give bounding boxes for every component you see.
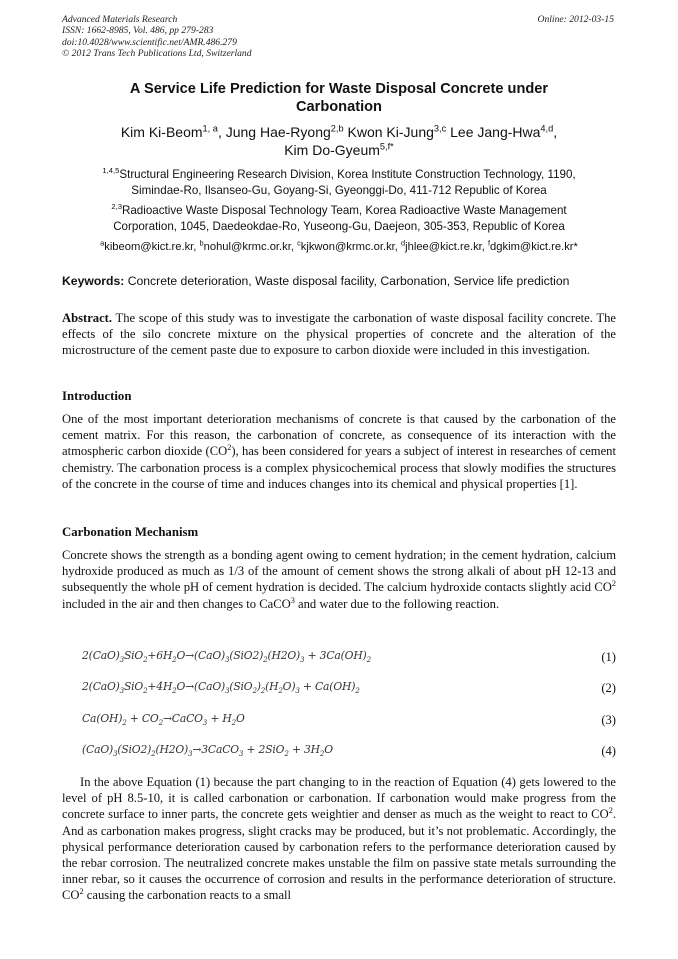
equation-formula: $(CaO)_3(SiO2)_2(H2O)_3\to 3CaCO_3 + 2SiO_2 + 3H_2O$: [82, 743, 333, 759]
affiliation-1: [62, 167, 616, 198]
equation-1: [82, 649, 616, 667]
author-list: Kim Ki-Beom$^{1, a}$, Jung Hae-Ryong$^{2,b}$ Kwon Ki-Jung$^{3,c}$ Lee Jang-Hwa$^{4,d}$, Kim Do-Gyeum$^{5,f*}$: [120, 123, 558, 158]
body-paragraph: [62, 774, 616, 904]
superscript: 3: [290, 595, 295, 605]
paragraph-text: Concrete shows the strength as a bonding agent owing to cement hydration; in the cement hydration, calcium hydroxide produced as much as 1/3 of the amount of cement shows the strong alkali of about pH 12-13 and subsequently the whole pH of cement hydration is decided. The calcium hydroxide contacts slightly acid CO: [62, 548, 616, 595]
author-affiliation-marker: 5,f*: [379, 141, 394, 152]
author-name: Kim Do-Gyeum: [284, 142, 380, 158]
superscript: 2: [608, 806, 613, 816]
email-marker: a: [100, 238, 105, 248]
equation-2: [82, 680, 616, 698]
affiliation-2: [62, 203, 616, 234]
author-name: Kim Ki-Beom: [120, 124, 203, 140]
email-link[interactable]: dgkim@kict.re.kr*: [490, 241, 578, 253]
email-link[interactable]: kibeom@kict.re.kr,: [104, 241, 197, 253]
mechanism-paragraph: [62, 547, 616, 612]
email-marker: c: [297, 238, 301, 248]
author-name: Kwon Ki-Jung: [347, 124, 434, 140]
title-line-1: A Service Life Prediction for Waste Disposal Concrete under: [129, 81, 549, 97]
author-name: Lee Jang-Hwa: [450, 124, 541, 140]
superscript: 2: [611, 579, 616, 589]
email-link[interactable]: jhlee@kict.re.kr,: [405, 241, 485, 253]
author-name: Jung Hae-Ryong: [225, 124, 331, 140]
journal-name: Advanced Materials Research: [62, 14, 178, 25]
affiliation-text: Simindae-Ro, Ilsanseo-Gu, Goyang-Si, Gyeonggi-Do, 411-712 Republic of Korea: [131, 183, 547, 197]
superscript: 2: [79, 887, 84, 897]
affiliation-marker: 2,3: [111, 202, 122, 212]
paragraph-text: In the above Equation (1) because the part changing to in the reaction of Equation (4) gets lowered to the level of pH 8.5-10, it is called carbonation or carbonation. If carbonation would make progress from the concrete surface to inner parts, the concrete gets weightier and denser as much as the weight to react to CO: [62, 775, 616, 822]
keywords-text: Concrete deterioration, Waste disposal facility, Carbonation, Service life prediction: [127, 274, 570, 288]
author-affiliation-marker: 3,c: [433, 123, 447, 134]
title-line-2: Carbonation: [296, 99, 382, 115]
email-list: [62, 240, 616, 254]
paragraph-text: included in the air and then changes to CaCO: [62, 596, 291, 611]
equation-number: (3): [601, 713, 616, 727]
author-affiliation-marker: 1, a: [202, 123, 218, 134]
abstract-label: Abstract.: [62, 311, 113, 325]
equation-number: (2): [601, 681, 616, 695]
equation-formula: $2(CaO)_3SiO_2+6H_2O\to(CaO)_3(SiO2)_2(H2O)_3 + 3Ca(OH)_2$: [82, 649, 371, 665]
paragraph-text: . And as carbonation makes progress, slight cracks may be produced, but it’s not problematic. Accordingly, the physical performance deterioration caused by carbonation refers to the performance deterioration caused by the rebar corrosion. The neutralized concrete makes unstable the film on passive state metals surrounding the inner rebar, so it causes the occurrence of corrosion and results in the performance deterioration of structure. CO: [62, 807, 616, 903]
superscript: 2: [227, 443, 232, 453]
email-link[interactable]: nohul@krmc.or.kr,: [203, 241, 294, 253]
paragraph-text: One of the most important deterioration mechanisms of concrete is that caused by the carbonation of the cement matrix. For this reason, the carbonation of concrete, as consequence of its interaction with the atmospheric carbon dioxide (CO: [62, 412, 616, 459]
equation-number: (4): [601, 744, 616, 758]
paper-title: [62, 80, 616, 116]
paragraph-text: ), has been considered for years a subject of interest in researches of cement chemistry. The carbonation process is a complex physicochemical process that slowly modifies the structures of the concrete in the course of time and induces changes into its chemical and physical properties [1].: [62, 444, 616, 491]
equation-4: [82, 743, 616, 761]
email-marker: f: [487, 238, 491, 248]
paragraph-text: and water due to the following reaction.: [294, 596, 500, 611]
affiliation-marker: 1,4,5: [102, 166, 120, 176]
introduction-paragraph: [62, 411, 616, 492]
journal-copyright: © 2012 Trans Tech Publications Ltd, Switzerland: [62, 48, 252, 60]
section-heading-carbonation-mechanism: Carbonation Mechanism: [62, 525, 199, 539]
email-link[interactable]: kjkwon@krmc.or.kr,: [300, 241, 398, 253]
journal-doi: doi:10.4028/www.scientific.net/AMR.486.279: [62, 36, 237, 48]
equation-number: (1): [601, 650, 616, 664]
keywords-label: Keywords:: [62, 274, 125, 288]
abstract: [62, 310, 616, 359]
author-affiliation-marker: 4,d: [540, 123, 554, 134]
paragraph-text: causing the carbonation reacts to a small: [83, 888, 292, 903]
journal-header: [62, 14, 252, 60]
affiliation-text: Corporation, 1045, Daedeokdae-Ro, Yuseong-Gu, Daejeon, 305-353, Republic of Korea: [113, 219, 565, 233]
online-date: Online: 2012-03-15: [537, 14, 614, 25]
email-marker: d: [401, 238, 406, 248]
abstract-text: The scope of this study was to investigate the carbonation of waste disposal facility concrete. The effects of the silo concrete mixture on the physical properties of concrete and the alteration of the microstructure of the cement paste due to exposure to carbon dioxide were included in this investigation.: [62, 311, 617, 358]
journal-issn: ISSN: 1662-8985, Vol. 486, pp 279-283: [62, 25, 214, 37]
equation-formula: $2(CaO)_3SiO_2+4H_2O\to(CaO)_3(SiO_2)_2(H_2O)_3 + Ca(OH)_2$: [82, 680, 360, 696]
affiliation-text: Radioactive Waste Disposal Technology Team, Korea Radioactive Waste Management: [121, 204, 567, 217]
equation-formula: $Ca(OH)_2$ + $CO_2\to CaCO_3 + H_2O$: [82, 712, 245, 728]
affiliation-text: Structural Engineering Research Division, Korea Institute Construction Technology, 1190,: [119, 168, 576, 181]
keywords: [62, 274, 616, 289]
author-affiliation-marker: 2,b: [330, 123, 344, 134]
equation-3: [82, 712, 616, 730]
email-marker: b: [199, 238, 204, 248]
section-heading-introduction: Introduction: [62, 389, 132, 403]
